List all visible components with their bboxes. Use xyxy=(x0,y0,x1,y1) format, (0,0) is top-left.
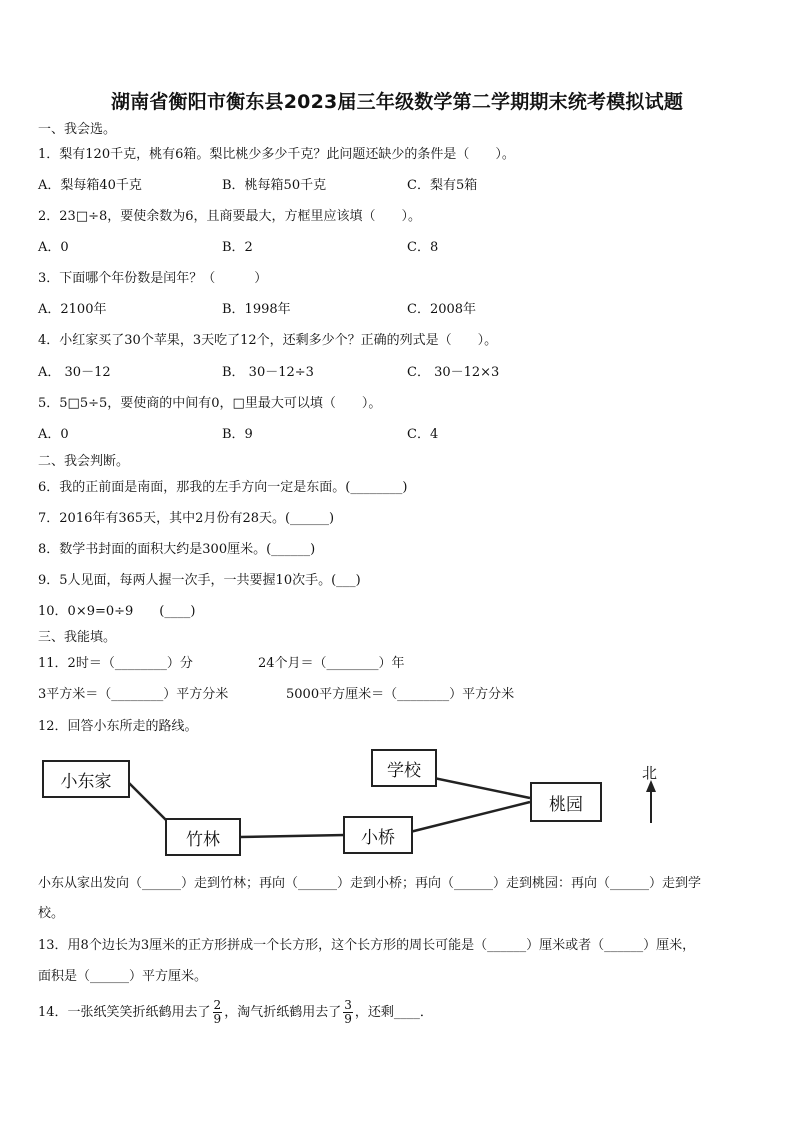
q4-option-c: C． 30－12×3 xyxy=(407,365,500,380)
q2-option-c: C．8 xyxy=(407,240,439,255)
fraction-1-denominator: 9 xyxy=(213,1012,222,1026)
q1-option-b: B．桃每箱50千克 xyxy=(222,178,327,193)
question-13-line2: 面积是（______）平方厘米。 xyxy=(38,969,208,984)
question-4: 4．小红家买了30个苹果，3天吃了12个，还剩多少个？正确的列式是（ ）。 xyxy=(38,333,498,348)
q1-option-a: A．梨每箱40千克 xyxy=(38,178,142,193)
question-9: 9．5人见面，每两人握一次手，一共要握10次手。(___) xyxy=(38,573,361,588)
section-heading-choice: 一、我会选。 xyxy=(38,122,117,137)
place-peach-orchard: 桃园 xyxy=(530,782,602,822)
q4-option-b: B． 30－12÷3 xyxy=(222,365,314,380)
q5-option-b: B．9 xyxy=(222,427,253,442)
place-home: 小东家 xyxy=(42,760,130,798)
question-3: 3．下面哪个年份数是闰年？（ ） xyxy=(38,271,268,286)
fraction-2-denominator: 9 xyxy=(344,1012,352,1026)
fraction-2-numerator: 3 xyxy=(344,998,352,1012)
q4-option-a: A． 30－12 xyxy=(38,365,111,380)
north-label: 北 xyxy=(642,764,658,782)
question-12: 12．回答小东所走的路线。 xyxy=(38,719,198,734)
page-title: 湖南省衡阳市衡东县2023届三年级数学第二学期期末统考模拟试题 xyxy=(110,91,684,113)
q14-suffix: ，还剩____． xyxy=(354,1005,433,1020)
q2-option-a: A．0 xyxy=(38,240,69,255)
question-5: 5．5□5÷5，要使商的中间有0，□里最大可以填（ ）。 xyxy=(38,396,382,411)
q2-option-b: B．2 xyxy=(222,240,253,255)
q3-option-a: A．2100年 xyxy=(38,302,107,317)
place-school: 学校 xyxy=(371,749,437,787)
question-1: 1．梨有120千克，桃有6箱。梨比桃少多少千克？此问题还缺少的条件是（ ）。 xyxy=(38,147,515,162)
q5-option-a: A．0 xyxy=(38,427,69,442)
question-11b: 24个月＝（________）年 xyxy=(258,656,405,671)
question-14 xyxy=(38,996,433,1030)
place-bamboo: 竹林 xyxy=(165,818,241,856)
section-heading-fill: 三、我能填。 xyxy=(38,630,117,645)
path-bridge-peach xyxy=(410,802,530,832)
path-bamboo-bridge xyxy=(240,835,345,837)
question-2: 2．23□÷8，要使余数为6，且商要最大，方框里应该填（ ）。 xyxy=(38,209,422,224)
question-11d: 5000平方厘米＝（________）平方分米 xyxy=(286,687,515,702)
q3-option-b: B．1998年 xyxy=(222,302,291,317)
question-6: 6．我的正前面是南面，那我的左手方向一定是东面。(________) xyxy=(38,480,408,495)
question-7: 7．2016年有365天，其中2月份有28天。(______) xyxy=(38,511,335,526)
question-11c: 3平方米＝（________）平方分米 xyxy=(38,687,229,702)
section-heading-judge: 二、我会判断。 xyxy=(38,454,130,469)
q14-prefix: 14．一张纸笑笑折纸鹤用去了 xyxy=(38,1005,211,1020)
q14-middle: ，淘气折纸鹤用去了 xyxy=(224,1005,342,1020)
question-10: 10．0×9=0÷9 (____) xyxy=(38,604,196,619)
q1-option-c: C．梨有5箱 xyxy=(407,178,478,193)
fraction-two-ninths xyxy=(213,999,223,1026)
question-8: 8．数学书封面的面积大约是300厘米。(______) xyxy=(38,542,316,557)
path-home-bamboo xyxy=(128,782,168,822)
q3-option-c: C．2008年 xyxy=(407,302,477,317)
question-11a: 11．2时＝（________）分 xyxy=(38,656,193,671)
fraction-1-numerator: 2 xyxy=(213,998,222,1012)
place-bridge: 小桥 xyxy=(343,816,413,854)
q5-option-c: C．4 xyxy=(407,427,439,442)
fraction-three-ninths xyxy=(343,999,353,1026)
question-12-answer-line1: 小东从家出发向（______）走到竹林；再向（______）走到小桥；再向（______）走到桃园：再向（______）走到学 xyxy=(38,876,702,891)
question-12-answer-line2: 校。 xyxy=(38,906,65,921)
question-13-line1: 13．用8个边长为3厘米的正方形拼成一个长方形，这个长方形的周长可能是（______）厘米或者（______）厘米， xyxy=(38,938,696,953)
